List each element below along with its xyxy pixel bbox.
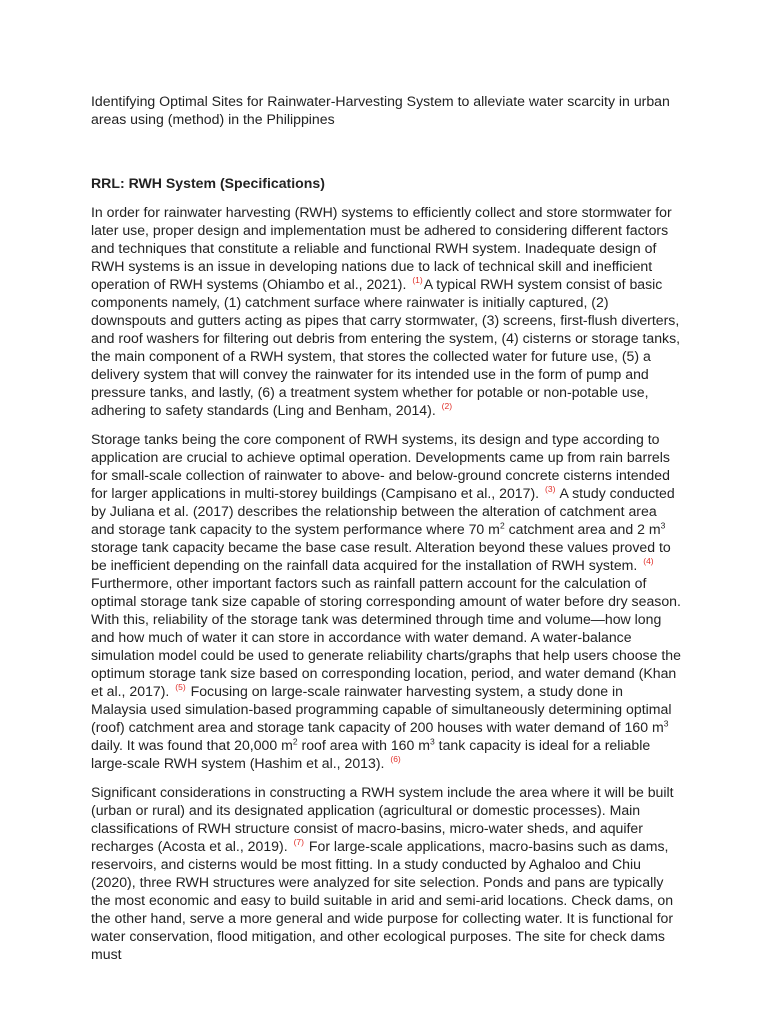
superscript: 2 (499, 520, 505, 531)
paragraph-text: Furthermore, other important factors such as rainfall pattern account for the calculation of optimal storage tank size capable of storing corresponding amount of water before dry season. With this, reliability of the storage tank was determined through time and volume—how long and how much of water it can store in accordance with water demand. A water-balance simulation model could be used to generate reliability charts/graphs that help users choose the optimum storage tank size based on corresponding location, period, and water demand (Khan et al., 2017). (91, 575, 681, 699)
paragraph-text: A study conducted by Juliana et al. (2017) describes the relationship between the alteration of catchment area and storage tank capacity to the system performance where 70 m (91, 485, 675, 537)
paragraph-text: A typical RWH system consist of basic components namely, (1) catchment surface where rainwater is initially captured, (2) downspouts and gutters acting as pipes that carry stormwater, (3) screens, first-flush diverters, and roof washers for filtering out debris from entering the system, (4) cisterns or storage tanks, the main component of a RWH system, that stores the collected water for future use, (5) a delivery system that will convey the rainwater for its intended use in the form of pump and pressure tanks, and lastly, (6) a treatment system whether for potable or non-potable use, adhering to safety standards (Ling and Benham, 2014). (91, 276, 681, 418)
paragraph-components (91, 203, 681, 419)
citation-ref: (7) (293, 837, 304, 848)
citation-ref: (4) (643, 556, 654, 567)
superscript: 3 (430, 736, 435, 747)
paragraph-text: Significant considerations in constructing a RWH system include the area where it will be built (urban or rural) and its designated application (agricultural or domestic processes). Main classifications of RWH structure consist of macro-basins, micro-water sheds, and aquifer recharges (Acosta et al., 2019). (91, 784, 674, 854)
document-title: Identifying Optimal Sites for Rainwater-Harvesting System to alleviate water scarcity in urban areas using (method) in the Philippines (91, 93, 670, 127)
paragraph-text: storage tank capacity became the base case result. Alteration beyond these values proved to be inefficient depending on the rainfall data acquired for the installation of RWH system. (91, 539, 671, 573)
section-heading: RRL: RWH System (Specifications) (91, 175, 325, 191)
citation-ref: (1) (412, 275, 423, 286)
document-page (91, 92, 681, 974)
citation-ref: (2) (441, 401, 453, 412)
superscript: 2 (292, 736, 298, 747)
citation-ref: (3) (545, 484, 556, 495)
paragraph-text: tank capacity is ideal for a reliable large-scale RWH system (Hashim et al., 2013). (91, 737, 651, 771)
superscript: 3 (663, 718, 669, 729)
paragraph-text: daily. It was found that 20,000 m (91, 737, 293, 753)
paragraph-text: For large-scale applications, macro-basins such as dams, reservoirs, and cisterns would be most fitting. In a study conducted by Aghaloo and Chiu (2020), three RWH structures were analyzed for site selection. Ponds and pans are typically the most economic and easy to build suitable in arid and semi-arid locations. Check dams, on the other hand, serve a more general and wide purpose for collecting water. It is functional for water conservation, flood mitigation, and other ecological purposes. The site for check dams must (91, 838, 674, 962)
citation-ref: (6) (390, 754, 401, 765)
paragraph-text: Storage tanks being the core component of RWH systems, its design and type according to application are crucial to achieve optimal operation. Developments came up from rain barrels for small-scale collection of rainwater to above- and below-ground concrete cisterns intended for larger applications in multi-storey buildings (Campisano et al., 2017). (91, 431, 670, 501)
paragraph-text: roof area with 160 m (297, 737, 430, 753)
paragraph-storage-tanks (91, 430, 681, 772)
paragraph-text: Focusing on large-scale rainwater harvesting system, a study done in Malaysia used simulation-based programming capable of simultaneously determining optimal (roof) catchment area and storage tank capacity of 200 houses with water demand of 160 m (91, 683, 672, 735)
paragraph-text: catchment area and 2 m (504, 521, 661, 537)
paragraph-text: In order for rainwater harvesting (RWH) systems to efficiently collect and store stormwater for later use, proper design and implementation must be adhered to considering different factors and techniques that constitute a reliable and functional RWH system. Inadequate design of RWH systems is an issue in developing nations due to lack of technical skill and inefficient operation of RWH systems (Ohiambo et al., 2021). (91, 204, 672, 292)
citation-ref: (5) (175, 682, 186, 693)
paragraph-considerations (91, 783, 681, 963)
superscript: 3 (660, 520, 666, 531)
